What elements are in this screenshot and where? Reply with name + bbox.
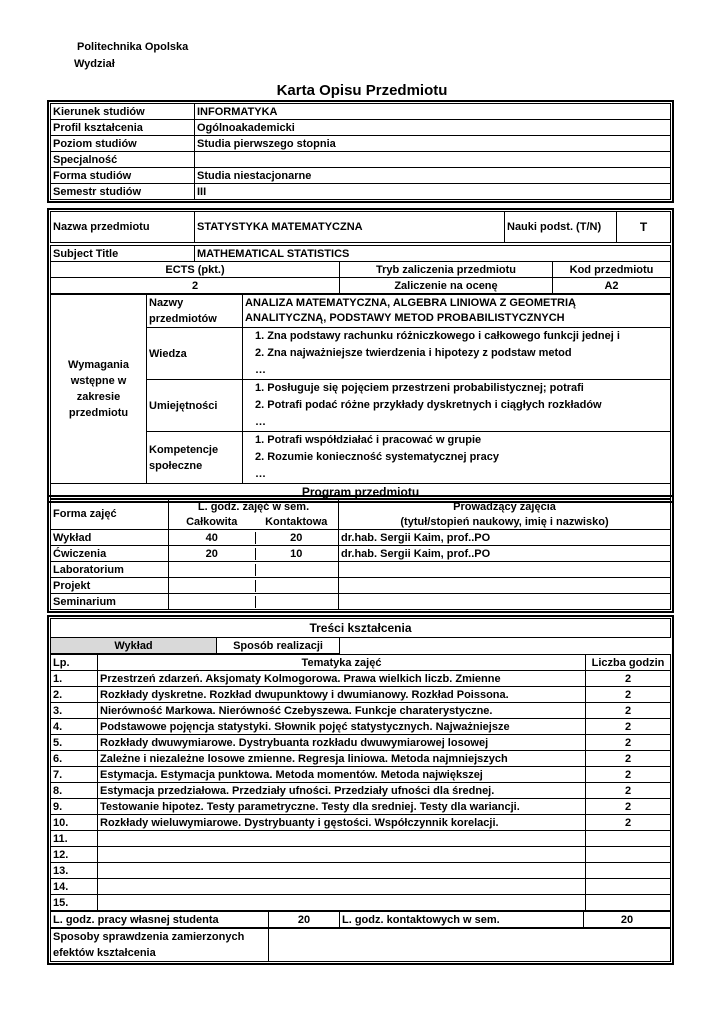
topic-hours: 2 (586, 671, 671, 687)
course-block (47, 208, 674, 503)
subject-title-label: Subject Title (51, 246, 195, 262)
topic-text: Rozkłady wieluwymiarowe. Dystrybuanty i gęstości. Współczynnik korelacji. (98, 815, 586, 831)
subject-title: MATHEMATICAL STATISTICS (195, 246, 671, 262)
topic-number: 8. (51, 783, 98, 799)
content-section-title: Treści kształcenia (51, 619, 671, 638)
form-contact-hours (255, 530, 339, 546)
topic-number: 15. (51, 895, 98, 911)
topic-hours (586, 831, 671, 847)
study-info-value: INFORMATYKA (195, 104, 671, 120)
topic-hours (586, 879, 671, 895)
separator-mark (255, 596, 256, 608)
knowledge-item: 1. Zna podstawy rachunku różniczkowego i całkowego funkcji jednej i (255, 330, 620, 342)
topic-number: 14. (51, 879, 98, 895)
skills-list (243, 380, 671, 432)
lp-header: Lp. (51, 655, 98, 671)
table-row (51, 895, 671, 911)
topic-number: 11. (51, 831, 98, 847)
topic-text: Rozkłady dyskretne. Rozkład dwupunktowy i dwumianowy. Rozkład Poissona. (98, 687, 586, 703)
topic-text (98, 831, 586, 847)
form-total-hours: 20 (169, 546, 255, 562)
table-row (51, 687, 671, 703)
topic-hours: 2 (586, 783, 671, 799)
method-label: Sposób realizacji (217, 638, 340, 654)
contact-hours-header: Kontaktowa (255, 514, 339, 530)
skills-item: 2. Potrafi podać różne przykłady dyskretnych i ciągłych rozkładów (255, 399, 602, 411)
topic-text (98, 847, 586, 863)
prerequisites-label: Wymagania wstępne w zakresie przedmiotu (51, 295, 147, 484)
table-row (51, 751, 671, 767)
study-info-label: Forma studiów (51, 168, 195, 184)
prereq-names-line2: ANALITYCZNĄ, PODSTAWY METOD PROBABILISTYCZNYCH (245, 312, 565, 324)
table-row (51, 735, 671, 751)
prereq-names-line1: ANALIZA MATEMATYCZNA, ALGEBRA LINIOWA Z GEOMETRIĄ (245, 297, 576, 309)
topic-number: 5. (51, 735, 98, 751)
table-row (51, 847, 671, 863)
skills-item: 1. Posługuje się pojęciem przestrzeni probabilistycznej; potrafi (255, 382, 584, 394)
topic-text: Podstawowe pojęncja statystyki. Słownik pojęć statystycznych. Najważniejsze (98, 719, 586, 735)
form-row (51, 562, 671, 578)
separator-mark (255, 548, 256, 560)
form-contact-hours (255, 594, 339, 610)
separator-mark (255, 564, 256, 576)
form-total-hours (169, 562, 255, 578)
form-row (51, 594, 671, 610)
course-name-table (50, 211, 671, 243)
study-info-row (51, 104, 671, 120)
topics-table (50, 654, 671, 911)
table-row (51, 799, 671, 815)
ects-label: ECTS (pkt.) (51, 262, 340, 278)
form-row (51, 530, 671, 546)
pass-mode-label: Tryb zaliczenia przedmiotu (340, 262, 553, 278)
lecturer-subheader: (tytuł/stopień naukowy, imię i nazwisko) (339, 514, 671, 530)
hours-header: L. godz. zajęć w sem. (169, 499, 339, 515)
verification-value (269, 929, 671, 962)
prereq-names-label: Nazwy przedmiotów (147, 295, 243, 328)
topic-number: 9. (51, 799, 98, 815)
forms-block (47, 495, 674, 613)
form-total-hours (169, 594, 255, 610)
course-code-label: Kod przedmiotu (553, 262, 671, 278)
contact-hours-value: 20 (584, 912, 671, 928)
skills-item: … (255, 416, 266, 428)
study-info-row (51, 120, 671, 136)
study-info-label: Specjalność (51, 152, 195, 168)
separator-mark (255, 580, 256, 592)
program-section-title: Program przedmiotu (51, 484, 671, 500)
skills-label: Umiejętności (147, 380, 243, 432)
form-contact-hours (255, 578, 339, 594)
table-row (51, 815, 671, 831)
study-info-label: Poziom studiów (51, 136, 195, 152)
course-name-label: Nazwa przedmiotu (51, 212, 195, 243)
content-type: Wykład (51, 638, 217, 654)
topic-text (98, 879, 586, 895)
page-title: Karta Opisu Przedmiotu (276, 82, 448, 99)
form-name: Ćwiczenia (51, 546, 169, 562)
study-info-value: III (195, 184, 671, 200)
study-info-label: Profil kształcenia (51, 120, 195, 136)
topic-hours: 2 (586, 687, 671, 703)
study-info-row (51, 152, 671, 168)
form-contact-hours (255, 562, 339, 578)
social-item: … (255, 468, 266, 480)
course-code-value: A2 (553, 278, 671, 294)
topic-text: Przestrzeń zdarzeń. Aksjomaty Kolmogorowa. Prawa wielkich liczb. Zmienne (98, 671, 586, 687)
contact-hours-label: L. godz. kontaktowych w sem. (340, 912, 584, 928)
social-competence-label: Kompetencje społeczne (147, 432, 243, 484)
prerequisites-table (50, 294, 671, 500)
form-name: Laboratorium (51, 562, 169, 578)
form-lecturer (339, 594, 671, 610)
topic-text (98, 895, 586, 911)
study-info-value: Studia pierwszego stopnia (195, 136, 671, 152)
own-work-value: 20 (269, 912, 340, 928)
basic-sciences-value: T (617, 212, 671, 243)
study-info-row (51, 168, 671, 184)
knowledge-label: Wiedza (147, 328, 243, 380)
table-row (51, 767, 671, 783)
topic-text: Testowanie hipotez. Testy parametryczne. Testy dla sredniej. Testy dla wariancji. (98, 799, 586, 815)
study-info-label: Kierunek studiów (51, 104, 195, 120)
university-name: Politechnika Opolska (77, 41, 189, 53)
topic-hours (586, 863, 671, 879)
topic-hours: 2 (586, 703, 671, 719)
form-name: Wykład (51, 530, 169, 546)
topic-hours: 2 (586, 767, 671, 783)
topic-text: Rozkłady dwuwymiarowe. Dystrybuanta rozkładu dwuwymiarowej losowej (98, 735, 586, 751)
knowledge-item: 2. Zna najważniejsze twierdzenia i hipotezy z podstaw metod (255, 347, 572, 359)
form-total-hours (169, 578, 255, 594)
social-item: 2. Rozumie konieczność systematycznej pracy (255, 451, 499, 463)
topic-number: 10. (51, 815, 98, 831)
faculty-label: Wydział (74, 58, 115, 70)
study-info-table (50, 103, 671, 200)
summary-table (50, 911, 671, 928)
form-contact-value: 20 (290, 531, 303, 544)
forms-table (50, 498, 671, 610)
form-name: Seminarium (51, 594, 169, 610)
study-info-row (51, 184, 671, 200)
topic-hours: 2 (586, 751, 671, 767)
topic-number: 12. (51, 847, 98, 863)
topic-number: 6. (51, 751, 98, 767)
social-item: 1. Potrafi współdziałać i pracować w grupie (255, 434, 482, 446)
table-row (51, 863, 671, 879)
pass-mode-value: Zaliczenie na ocenę (340, 278, 553, 294)
study-info-value (195, 152, 671, 168)
total-hours-header: Całkowita (169, 514, 255, 530)
topic-text: Estymacja przedziałowa. Przedziały ufności. Przedziały ufności dla średnej. (98, 783, 586, 799)
study-info-label: Semestr studiów (51, 184, 195, 200)
form-header: Forma zajęć (51, 499, 169, 530)
form-name: Projekt (51, 578, 169, 594)
table-row (51, 831, 671, 847)
form-row (51, 546, 671, 562)
topic-hours: 2 (586, 815, 671, 831)
topic-hours: 2 (586, 719, 671, 735)
table-row (51, 783, 671, 799)
separator-mark (255, 532, 256, 544)
table-row (51, 703, 671, 719)
content-block (47, 615, 674, 965)
form-lecturer (339, 562, 671, 578)
content-header-table (50, 618, 671, 654)
form-lecturer: dr.hab. Sergii Kaim, prof..PO (339, 546, 671, 562)
topic-number: 4. (51, 719, 98, 735)
form-total-hours: 40 (169, 530, 255, 546)
topic-header: Tematyka zajęć (98, 655, 586, 671)
topic-number: 13. (51, 863, 98, 879)
own-work-label: L. godz. pracy własnej studenta (51, 912, 269, 928)
verification-table (50, 928, 671, 962)
verification-label: Sposoby sprawdzenia zamierzonych efektów kształcenia (51, 929, 269, 962)
topic-text: Estymacja. Estymacja punktowa. Metoda momentów. Metoda największej (98, 767, 586, 783)
topic-text (98, 863, 586, 879)
form-lecturer (339, 578, 671, 594)
topic-number: 7. (51, 767, 98, 783)
table-row (51, 671, 671, 687)
basic-sciences-label: Nauki podst. (T/N) (505, 212, 617, 243)
study-info-value: Studia niestacjonarne (195, 168, 671, 184)
lecturer-header: Prowadzący zajęcia (339, 499, 671, 515)
topic-hours (586, 895, 671, 911)
knowledge-item: … (255, 364, 266, 376)
form-lecturer: dr.hab. Sergii Kaim, prof..PO (339, 530, 671, 546)
topic-hours: 2 (586, 799, 671, 815)
topic-hours: 2 (586, 735, 671, 751)
topic-text: Nierówność Markowa. Nierówność Czebyszewa. Funkcje charaterystyczne. (98, 703, 586, 719)
table-row (51, 879, 671, 895)
form-row (51, 578, 671, 594)
topic-number: 2. (51, 687, 98, 703)
topic-hours (586, 847, 671, 863)
study-info-block (47, 100, 674, 203)
knowledge-list (243, 328, 671, 380)
course-name: STATYSTYKA MATEMATYCZNA (195, 212, 505, 243)
course-meta-table (50, 245, 671, 294)
table-row (51, 719, 671, 735)
topic-number: 3. (51, 703, 98, 719)
form-contact-hours (255, 546, 339, 562)
form-contact-value: 10 (290, 547, 303, 560)
topic-text: Zależne i niezależne losowe zmienne. Regresja liniowa. Metoda najmniejszych (98, 751, 586, 767)
study-info-value: Ogólnoakademicki (195, 120, 671, 136)
study-info-row (51, 136, 671, 152)
topic-number: 1. (51, 671, 98, 687)
ects-value: 2 (51, 278, 340, 294)
hours-count-header: Liczba godzin (586, 655, 671, 671)
social-list (243, 432, 671, 484)
